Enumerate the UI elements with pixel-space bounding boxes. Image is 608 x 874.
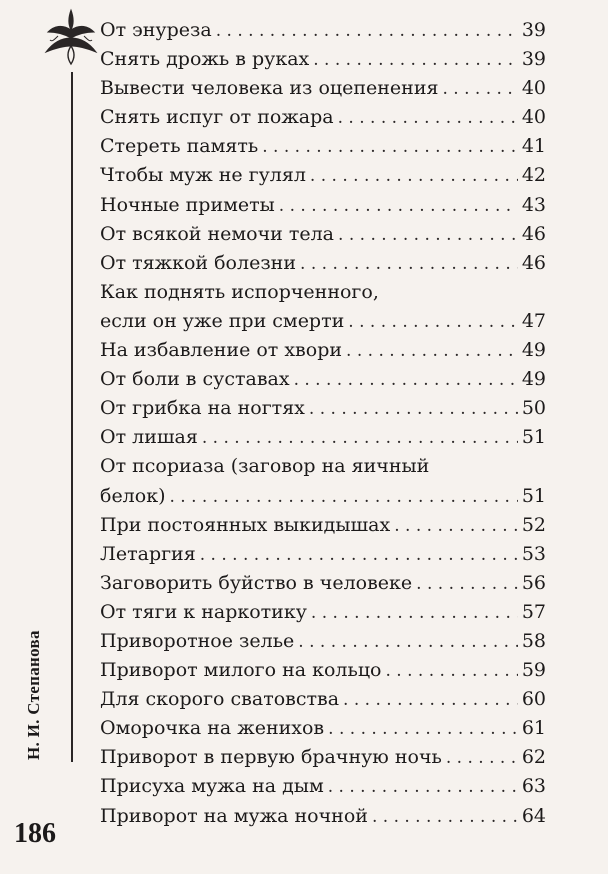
toc-entry-title: Снять дрожь в руках [100,48,310,71]
toc-entry [100,161,546,190]
toc-entry [100,714,546,743]
dot-leader [372,803,518,832]
toc-entry [100,743,546,772]
toc-entry [100,249,546,278]
toc-entry [100,74,546,103]
toc-entry-title: если он уже при смерти [100,309,345,332]
toc-entry [100,307,546,336]
toc-entry [100,627,546,656]
margin-rule [71,72,73,762]
toc-entry-title: Приворот на мужа ночной [100,804,368,827]
dot-leader [338,221,518,250]
toc-entry-page: 47 [521,309,546,332]
toc-entry-page: 62 [521,746,546,769]
toc-entry-page: 43 [521,193,546,216]
toc-entry [100,365,546,394]
dot-leader [311,599,518,628]
toc-entry [100,511,546,540]
toc-entry [100,220,546,249]
toc-entry-title: Приворот в первую брачную ночь [100,746,442,769]
author-name: Н. И. Степанова [24,630,43,760]
dot-leader [446,744,518,773]
dot-leader [309,395,518,424]
toc-entry [100,656,546,685]
toc-entry [100,772,546,801]
toc-entry-title: Приворотное зелье [100,629,295,652]
toc-entry-page: 61 [521,717,546,740]
toc-entry-page: 51 [521,426,546,449]
toc-entry-title: Вывести человека из оцепенения [100,77,439,100]
toc-entry [100,540,546,569]
toc-entry-title: На избавление от хвори [100,339,343,362]
toc-entry-title: Присуха мужа на дым [100,775,324,798]
toc-entry-title: От боли в суставах [100,368,290,391]
toc-entry-title: От грибка на ногтях [100,397,305,420]
toc-entry-page: 40 [521,106,546,129]
toc-entry [100,598,546,627]
toc-entry-title: Снять испуг от пожара [100,106,334,129]
toc-entry-title: Ночные приметы [100,193,275,216]
toc-entry-page: 49 [521,339,546,362]
dot-leader [343,686,518,715]
toc-entry-title: Стереть память [100,135,259,158]
toc-entry [100,191,546,220]
toc-entry-page: 64 [521,804,546,827]
toc-entry-title: При постоянных выкидышах [100,513,391,536]
toc-entry-title: Для скорого сватовства [100,688,340,711]
toc-entry-title: белок) [100,484,166,507]
toc-entry-page: 42 [521,164,546,187]
page-number: 186 [14,818,56,849]
toc-entry-title: Заговорить буйство в человеке [100,571,413,594]
toc-entry-title: Чтобы муж не гулял [100,164,306,187]
dot-leader [294,366,518,395]
toc-entry-page: 39 [521,48,546,71]
dot-leader [279,192,518,221]
toc-entry [100,132,546,161]
dot-leader [216,17,518,46]
toc-entry-page: 40 [521,77,546,100]
toc-entry-page: 56 [521,571,546,594]
dot-leader [262,133,518,162]
dot-leader [394,512,518,541]
toc-entry [100,45,546,74]
toc-entry-page: 51 [521,484,546,507]
toc-entry [100,16,546,45]
toc-entry [100,569,546,598]
dot-leader [310,162,518,191]
dot-leader [298,628,518,657]
toc-entry-title: Летаргия [100,542,196,565]
toc-entry [100,482,546,511]
toc-entry-page: 46 [521,222,546,245]
dot-leader [328,715,518,744]
toc-entry-page: 60 [521,688,546,711]
toc-entry-title: От лишая [100,426,198,449]
dot-leader [338,104,518,133]
toc-entry-title: Приворот милого на кольцо [100,659,382,682]
toc-entry-page: 41 [521,135,546,158]
toc-entry [100,103,546,132]
toc-entry [100,423,546,452]
toc-entry-page: 63 [521,775,546,798]
toc-entry-title: От всякой немочи тела [100,222,335,245]
toc-entry-first-line: От псориаза (заговор на яичный [100,455,430,478]
dot-leader [416,570,518,599]
table-of-contents [100,16,546,831]
toc-entry-page: 52 [521,513,546,536]
toc-entry [100,802,546,831]
toc-entry-title: От энуреза [100,19,212,41]
toc-entry-page: 58 [521,629,546,652]
toc-entry [100,685,546,714]
toc-entry-title: Оморочка на женихов [100,717,325,740]
dot-leader [300,250,518,279]
toc-entry-page: 57 [521,600,546,623]
dot-leader [313,46,518,75]
toc-entry [100,394,546,423]
floral-ornament-icon [38,6,104,80]
toc-entry-page: 49 [521,368,546,391]
toc-entry-first-line: Как поднять испорченного, [100,280,379,303]
toc-entry-title: От тяги к наркотику [100,600,307,623]
toc-entry [100,336,546,365]
dot-leader [202,424,518,453]
dot-leader [348,308,518,337]
toc-entry-page: 50 [521,397,546,420]
toc-entry-title: От тяжкой болезни [100,251,297,274]
dot-leader [385,657,517,686]
dot-leader [169,483,517,512]
dot-leader [328,773,518,802]
dot-leader [346,337,518,366]
toc-entry-page: 46 [521,251,546,274]
dot-leader [442,75,517,104]
toc-entry-page: 59 [521,659,546,682]
toc-entry-page: 53 [521,542,546,565]
toc-entry-page: 39 [521,19,546,41]
dot-leader [200,541,518,570]
